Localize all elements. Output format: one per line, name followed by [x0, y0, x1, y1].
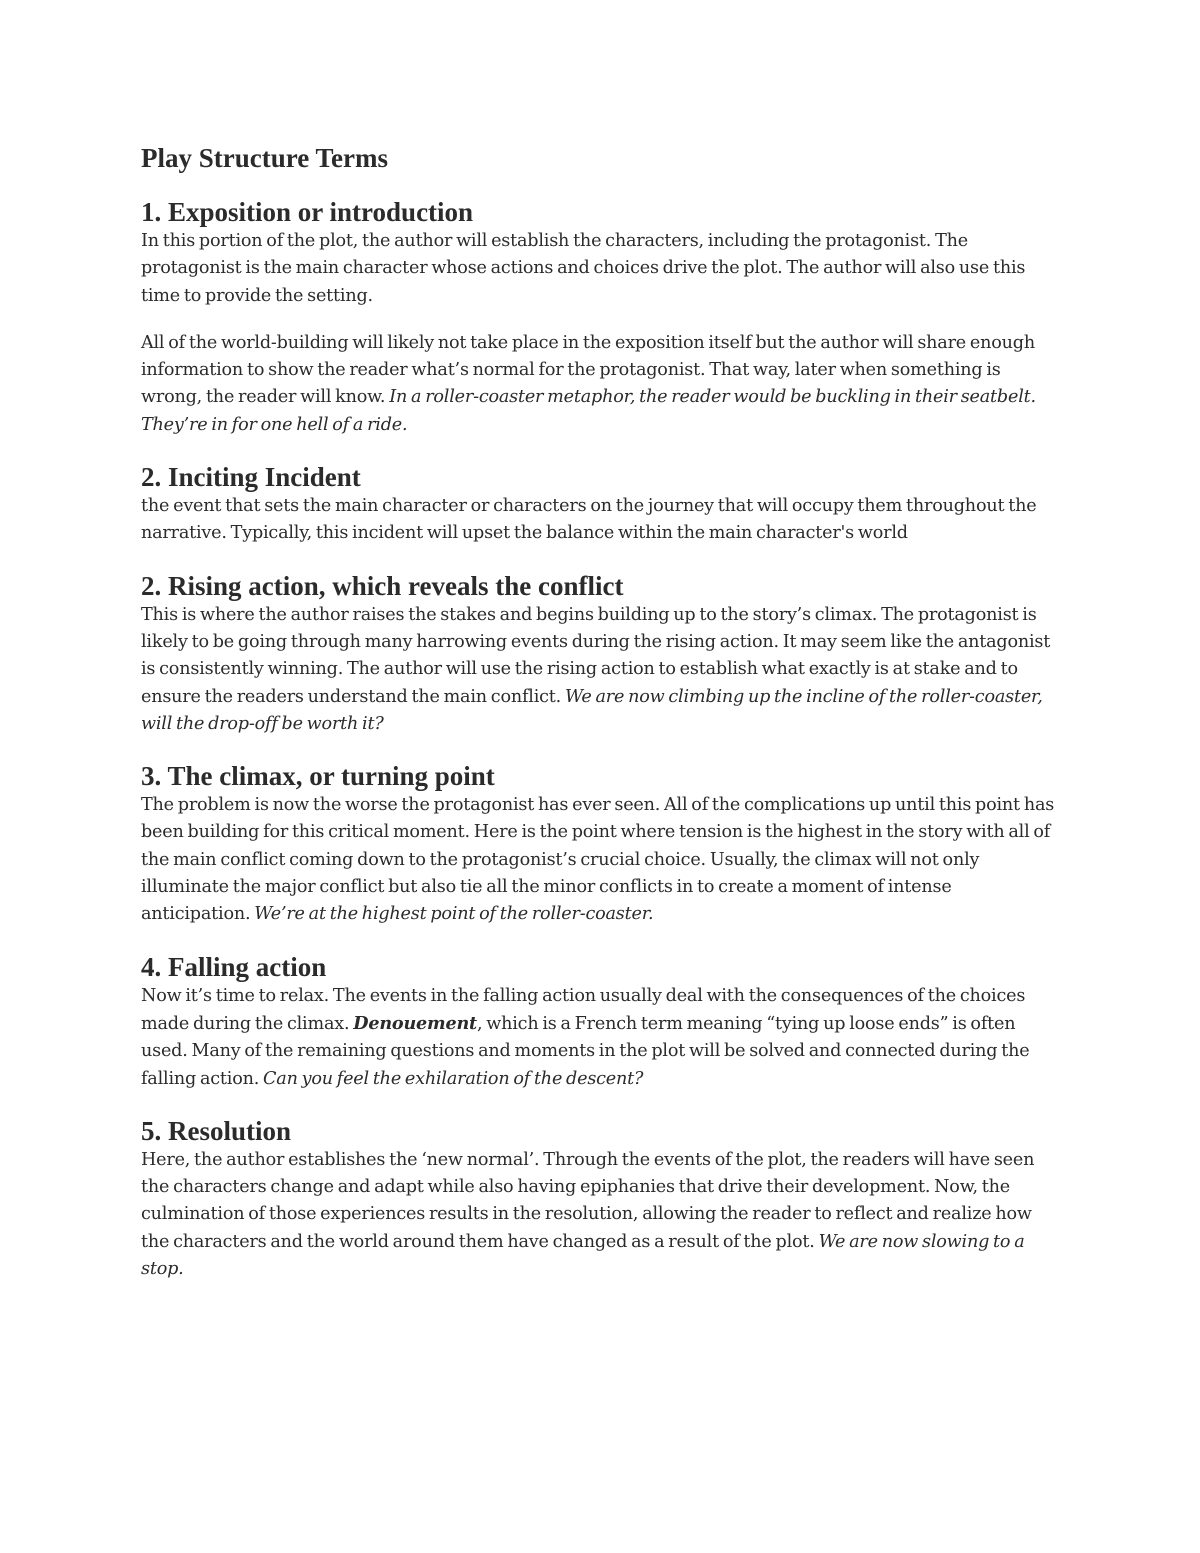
paragraph-text: , which is a French term meaning “tying up loose ends” is often used. Many of the remaining questions and moments in the plot will be solved and connected during the falling action. — [141, 1013, 1030, 1089]
section-paragraph — [141, 792, 1061, 928]
section-paragraph — [141, 493, 1061, 548]
section-exposition — [141, 196, 1061, 439]
section-paragraph — [141, 330, 1061, 439]
section-paragraph — [141, 602, 1061, 738]
section-heading: 1. Exposition or introduction — [141, 197, 474, 227]
paragraph-text: In this portion of the plot, the author will establish the characters, including the protagonist. The protagonist is the main character whose actions and choices drive the plot. The author will also use this time to provide the setting. — [141, 231, 1026, 306]
paragraph-italic-text: We’re at the highest point of the roller-coaster. — [254, 904, 654, 925]
paragraph-text: All of the world-building will likely not take place in the exposition itself but the author will share enough information to show the reader what’s normal for the protagonist. That way, later when something is wrong, the reader will know. — [141, 332, 1035, 408]
section-paragraph — [141, 983, 1061, 1093]
section-falling-action — [141, 951, 1061, 1093]
section-heading: 3. The climax, or turning point — [141, 761, 495, 792]
paragraph-italic-text: We are now climbing up the incline of the roller-coaster, will the drop-off be worth it? — [141, 686, 1043, 734]
paragraph-italic-text: In a roller-coaster metaphor, the reader would be buckling in their seatbelt. They’re in for one hell of a ride. — [141, 387, 1036, 435]
section-climax — [141, 760, 1061, 928]
section-heading: 4. Falling action — [141, 951, 327, 982]
section-heading: 5. Resolution — [141, 1115, 292, 1146]
section-inciting-incident — [141, 461, 1061, 548]
paragraph-text: the event that sets the main character or characters on the journey that will occupy them throughout the narrative. Typically, this incident will upset the balance within the main character's world — [141, 496, 1037, 544]
section-paragraph — [141, 1147, 1061, 1283]
paragraph-text: This is where the author raises the stakes and begins building up to the story’s climax. The protagonist is likely to be going through many harrowing events during the rising action. It may seem like the antagonist is consistently winning. The author will use the rising action to establish what exactly is at stake and to ensure the readers understand the main conflict. — [141, 604, 1051, 707]
section-rising-action — [141, 570, 1061, 738]
paragraph-text: Here, the author establishes the ‘new normal’. Through the events of the plot, the readers will have seen the characters change and adapt while also having epiphanies that drive their development. Now, the culmination of those experiences results in the resolution, allowing the reader to reflect and realize how the characters and the world around them have changed as a result of the plot. — [141, 1149, 1035, 1252]
paragraph-text: The problem is now the worse the protagonist has ever seen. All of the complications up until this point has been building for this critical moment. Here is the point where tension is the highest in the story with all of the main conflict coming down to the protagonist’s crucial choice. Usually, the climax will not only illuminate the major conflict but also tie all the minor conflicts in to create a moment of intense anticipation. — [141, 795, 1055, 925]
paragraph-text: Now it’s time to relax. The events in the falling action usually deal with the consequences of the choices made during the climax. — [141, 985, 1026, 1034]
paragraph-italic-text: Can you feel the exhilaration of the descent? — [263, 1068, 644, 1089]
term-denouement: Denouement — [353, 1012, 477, 1034]
paragraph-italic-text: We are now slowing to a stop. — [141, 1231, 1025, 1280]
section-paragraph — [141, 228, 1061, 310]
section-heading: 2. Inciting Incident — [141, 462, 361, 493]
section-heading: 2. Rising action, which reveals the conflict — [141, 570, 624, 601]
document-page — [141, 138, 1061, 1305]
document-title: Play Structure Terms — [141, 143, 388, 173]
section-resolution — [141, 1115, 1061, 1283]
